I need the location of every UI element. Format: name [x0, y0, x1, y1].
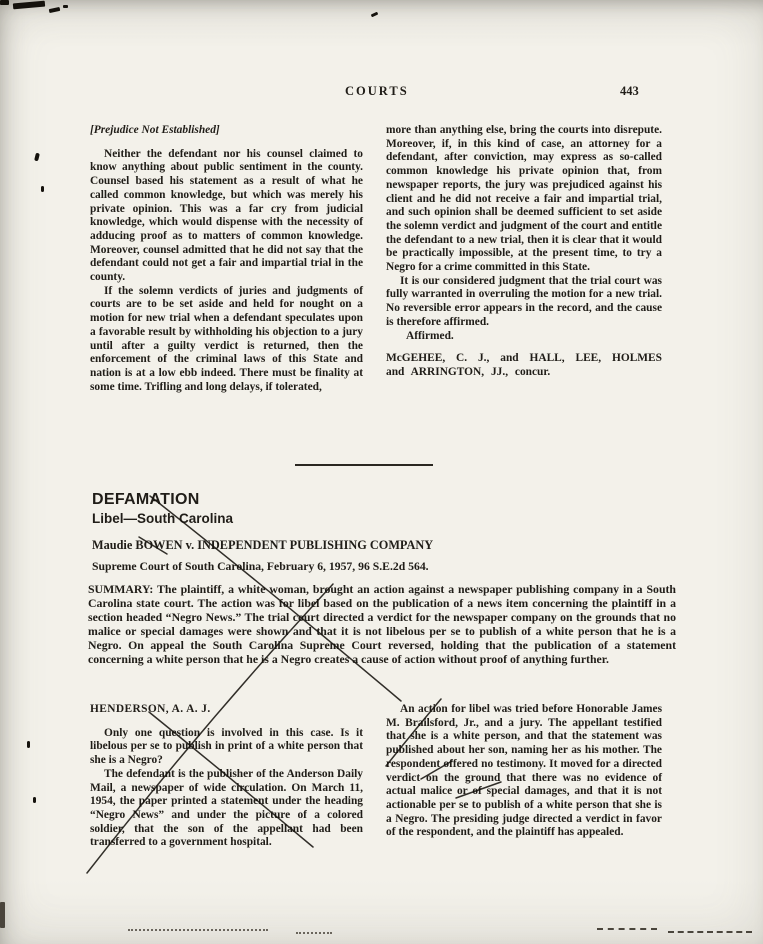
- case-summary: [88, 583, 676, 666]
- scan-artifact: [597, 928, 657, 930]
- section-divider-rule: [295, 464, 433, 466]
- case-paragraph: An action for libel was tried before Honorable James M. Brailsford, Jr., and a jury. The appellant testified that she is a white person, and that the statement was published about her son, naming her as his mother. The respondent offered no testimony. It moved for a directed verdict on the ground that there was no evidence of actual malice or of special damages, and that it is not actionable per se to publish of a white person that she is a Negro. The presiding judge directed a verdict in favor of the respondent, and the plaintiff has appealed.: [386, 703, 662, 839]
- scan-artifact: [34, 153, 40, 162]
- scan-artifact: [41, 186, 44, 192]
- page-number: 443: [620, 84, 639, 98]
- concurrence-line: McGEHEE, C. J., and HALL, LEE, HOLMES and ARRINGTON, JJ., concur.: [386, 352, 662, 378]
- opinion-paragraph: It is our considered judgment that the trial court was fully warranted in overruling the motion for a new trial. No reversible error appears in the record, and the cause is therefore affirmed.: [386, 274, 662, 328]
- case-paragraph: The defendant is the publisher of the Anderson Daily Mail, a newspaper of wide circulation. On March 11, 1954, the paper printed a statement under the heading “Negro News” and under the picture of a colored soldier, that the son of the appellant had been transferred to a government hospital.: [90, 767, 363, 849]
- scan-artifact: [13, 1, 45, 10]
- opinion-left-column: [90, 124, 363, 394]
- scan-artifact: [668, 931, 752, 933]
- summary-text: The plaintiff, a white woman, brought an action against a newspaper publishing company in a South Carolina state court. The action was for libel based on the publication of a news item concerning the plaintiff in a section headed “Negro News.” The trial court directed a verdict for the newspaper company on the grounds that no malice or special damages were shown and that it is not libelous per se to publish of a white person that he is a Negro. On appeal the South Carolina Supreme Court reversed, holding that the publication of a statement concerning a white person that he is a Negro creates a cause of action without proof of anything further.: [88, 582, 676, 666]
- case-columns: [90, 703, 662, 850]
- opinion-right-column: [386, 124, 662, 394]
- defamation-heading: DEFAMATION: [92, 491, 200, 508]
- opinion-columns: [90, 124, 662, 394]
- case-citation: Supreme Court of South Carolina, February 6, 1957, 96 S.E.2d 564.: [92, 560, 429, 573]
- case-subheading: Libel—South Carolina: [92, 511, 234, 526]
- case-title: Maudie BOWEN v. INDEPENDENT PUBLISHING COMPANY: [92, 538, 434, 552]
- prejudice-heading: [Prejudice Not Established]: [90, 124, 220, 136]
- summary-label: SUMMARY:: [88, 582, 154, 596]
- scan-artifact: [27, 741, 30, 748]
- case-right-column: [386, 703, 662, 850]
- case-left-column: [90, 703, 363, 850]
- scan-artifact: [128, 929, 268, 931]
- scan-artifact: [0, 902, 5, 928]
- case-paragraph: Only one question is involved in this case. Is it libelous per se to publish in print of a white person that she is a Negro?: [90, 726, 363, 767]
- opinion-paragraph: Neither the defendant nor his counsel claimed to know anything about public sentiment in the county. Counsel based his statement as a result of what he called common knowledge, but which was merely his private opinion. This was a far cry from judicial knowledge, which would dispense with the necessity of adducing proof as to matters of common knowledge. Moreover, counsel admitted that he did not say that the defendant could not get a fair and impartial trial in the county.: [90, 147, 363, 284]
- scan-artifact: [371, 12, 379, 18]
- opinion-paragraph: more than anything else, bring the courts into disrepute. Moreover, if, in this kind of case, an attorney for a defendant, after conviction, may express as so-called common knowledge his private opinion that, from newspaper reports, the jury was prejudiced against his client and he did not receive a fair and impartial trial, and such opinion shall be deemed sufficient to set aside the solemn verdict and judgment of the court and entitle the defendant to a new trial, then it is clear that it would be practically impossible, at the present time, to try a Negro for a crime committed in this State.: [386, 124, 662, 274]
- running-head: COURTS: [345, 84, 409, 98]
- judge-name: HENDERSON, A. A. J.: [90, 703, 211, 715]
- opinion-paragraph: If the solemn verdicts of juries and judgments of courts are to be set aside and held for nought on a motion for new trial when a defendant speculates upon a favorable result by withholding his objection to a jury until after a guilty verdict is returned, then the enforcement of the criminal laws of this State and nation is at a low ebb indeed. There must be finality at some time. Trifling and long delays, if tolerated,: [90, 284, 363, 393]
- scan-artifact: [33, 797, 36, 803]
- scan-artifact: [0, 0, 9, 5]
- scan-artifact: [63, 5, 68, 8]
- scan-artifact: [296, 932, 332, 934]
- scan-artifact: [49, 7, 61, 13]
- affirmed-line: Affirmed.: [406, 329, 454, 342]
